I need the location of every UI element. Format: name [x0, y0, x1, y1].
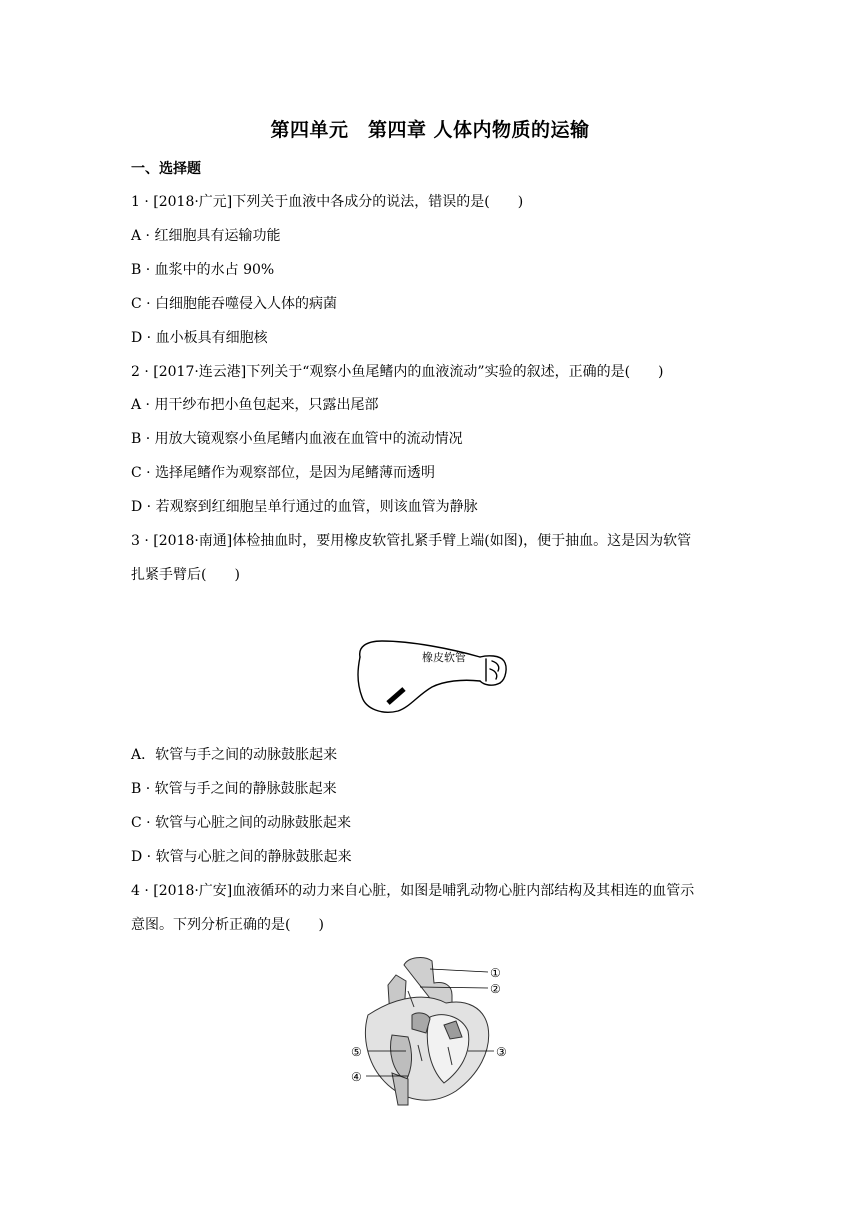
question-2-option-c: C · 选择尾鳍作为观察部位，是因为尾鳍薄而透明	[131, 465, 436, 481]
question-2-option-d: D · 若观察到红细胞呈单行通过的血管，则该血管为静脉	[131, 499, 478, 515]
question-3-option-c: C · 软管与心脏之间的动脉鼓胀起来	[131, 815, 352, 831]
question-1-option-c: C · 白细胞能吞噬侵入人体的病菌	[131, 296, 338, 312]
question-2-stem: 2 · [2017·连云港]下列关于“观察小鱼尾鳍内的血液流动”实验的叙述，正确的是( )	[131, 364, 664, 380]
question-1-option-d: D · 血小板具有细胞核	[131, 330, 268, 346]
marker-1: ①	[490, 966, 501, 980]
section-heading: 一、选择题	[131, 161, 201, 177]
page-title: 第四单元 第四章 人体内物质的运输	[270, 119, 590, 141]
question-3-stem-line-1: 3 · [2018·南通]体检抽血时，要用橡皮软管扎紧手臂上端(如图)，便于抽血。这是因为软管	[131, 533, 692, 549]
question-2-option-b: B · 用放大镜观察小鱼尾鳍内血液在血管中的流动情况	[131, 431, 463, 447]
question-2-option-a: A · 用干纱布把小鱼包起来，只露出尾部	[131, 397, 379, 413]
question-1-option-a: A · 红细胞具有运输功能	[131, 228, 281, 244]
question-3-stem-line-2: 扎紧手臂后( )	[131, 567, 240, 583]
heart-illustration	[365, 958, 488, 1105]
marker-2: ②	[490, 982, 501, 996]
marker-5: ⑤	[351, 1045, 362, 1059]
marker-3: ③	[496, 1045, 507, 1059]
heart-diagram-figure	[348, 955, 516, 1115]
arm-tourniquet-figure	[352, 635, 520, 717]
question-1-stem: 1 · [2018·广元]下列关于血液中各成分的说法，错误的是( )	[131, 194, 524, 210]
question-4-stem-line-1: 4 · [2018·广安]血液循环的动力来自心脏，如图是哺乳动物心脏内部结构及其相连的血管示	[131, 883, 695, 899]
tourniquet-label: 橡皮软管	[422, 651, 466, 664]
question-3-option-b: B · 软管与手之间的静脉鼓胀起来	[131, 781, 337, 797]
tourniquet-band	[388, 689, 404, 703]
question-3-option-d: D · 软管与心脏之间的静脉鼓胀起来	[131, 849, 352, 865]
question-1-option-b: B · 血浆中的水占 90%	[131, 262, 275, 278]
question-4-stem-line-2: 意图。下列分析正确的是( )	[131, 917, 324, 933]
question-3-option-a: A．软管与手之间的动脉鼓胀起来	[131, 747, 338, 763]
marker-4: ④	[351, 1070, 362, 1084]
